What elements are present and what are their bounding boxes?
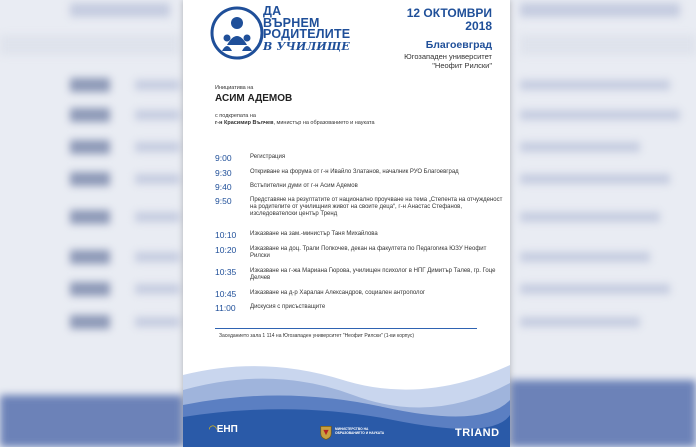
title-line: В УЧИЛИЩЕ — [263, 39, 351, 53]
program-text: Представяне на резултатите от национално проучване на тема „Степента на отчуждeност на родителите от училищния живот на своите деца“, г-н Анастас Стефанов, изследователски център Тренд — [250, 197, 503, 217]
program-row — [215, 182, 500, 196]
program-list — [215, 153, 503, 317]
program-time: 9:00 — [215, 153, 232, 163]
program-row — [215, 303, 500, 317]
program-time: 9:30 — [215, 168, 232, 178]
campaign-title — [263, 6, 383, 52]
support-line — [215, 113, 375, 126]
program-time: 10:20 — [215, 245, 237, 255]
program-text: Изказване на г-жа Мариана Гюрова, училищен психолог в НПГ Димитър Талев, гр. Гоце Делчев — [250, 268, 496, 281]
program-time: 10:10 — [215, 230, 237, 240]
program-time: 9:50 — [215, 196, 232, 206]
event-city: Благоевград — [425, 39, 492, 51]
organizer-name: АСИМ АДЕМОВ — [215, 93, 293, 104]
program-row — [215, 153, 500, 168]
ministry-logo-text: МИНИСТЕРСТВО НА ОБРАЗОВАНИЕТО И НАУКАТА — [335, 427, 385, 435]
title-line: ДА — [263, 4, 282, 18]
program-text: Откриване на форума от г-н Ивайло Златанов, началник РУО Благоевград — [250, 169, 459, 175]
program-time: 11:00 — [215, 303, 236, 313]
event-date: 12 ОКТОМВРИ 2018 — [406, 6, 492, 33]
program-row — [215, 230, 500, 245]
title-line: ВЪРНЕМ — [263, 15, 320, 30]
support-role: , министър на образованието и науката — [273, 119, 375, 126]
support-text — [215, 120, 375, 127]
title-line: РОДИТЕЛИТЕ — [263, 27, 351, 41]
triand-logo: TRIAND — [455, 427, 500, 439]
program-text: Изказване на зам.-министър Таня Михайлова — [250, 231, 378, 237]
program-time: 10:35 — [215, 267, 237, 277]
event-info — [404, 7, 492, 70]
program-time: 10:45 — [215, 289, 237, 299]
program-text: Дискусия с присъстващите — [250, 304, 326, 310]
program-row — [215, 289, 500, 303]
program-row — [215, 196, 503, 230]
event-flyer — [183, 0, 510, 447]
event-venue: Югозападен университет "Неофит Рилски" — [404, 52, 492, 70]
program-text: Изказване на доц. Трали Попкочев, декан на факултета по Педагогика ЮЗУ Неофит Рилски — [250, 246, 487, 259]
program-text: Изказване на д-р Харалан Александров, социален антрополог — [250, 290, 426, 296]
program-row — [215, 245, 500, 267]
program-time: 9:40 — [215, 182, 232, 192]
enp-logo: ◠ЕНП — [209, 424, 238, 435]
venue-note: Заседанието зала 1 114 на Югозападен университет "Неофит Рилски" (1-ви корпус) — [219, 333, 415, 339]
initiative-label: Инициатива на — [215, 85, 254, 91]
divider — [215, 328, 477, 329]
parents-family-logo-icon — [209, 5, 269, 61]
program-text: Регистрация — [250, 154, 286, 160]
program-row — [215, 168, 500, 182]
support-label: с подкрепата на — [215, 113, 256, 119]
support-person: г-н Красимир Вълчев — [215, 119, 274, 126]
program-row — [215, 267, 500, 289]
program-text: Встъпителни думи от г-н Асим Адемов — [250, 183, 358, 189]
footer-logos — [183, 420, 510, 447]
coat-of-arms-icon — [319, 424, 333, 441]
